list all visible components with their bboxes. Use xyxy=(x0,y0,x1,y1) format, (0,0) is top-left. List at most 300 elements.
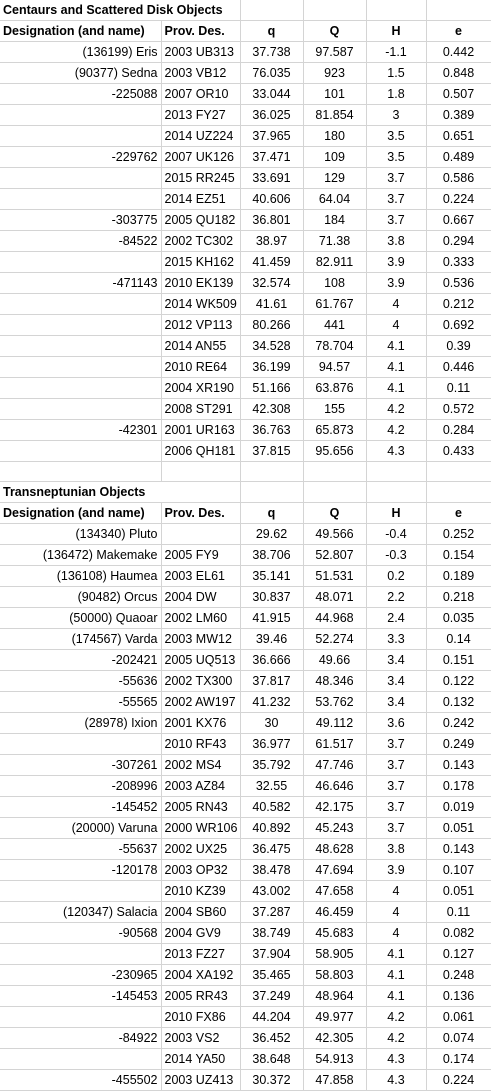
prov-des-cell[interactable]: 2013 FY27 xyxy=(161,105,240,126)
designation-cell[interactable] xyxy=(0,734,161,755)
big-q-cell[interactable]: 48.628 xyxy=(303,839,366,860)
h-cell[interactable]: 3.4 xyxy=(366,650,426,671)
big-q-cell[interactable]: 184 xyxy=(303,210,366,231)
big-q-cell[interactable]: 101 xyxy=(303,84,366,105)
prov-des-cell[interactable]: 2014 UZ224 xyxy=(161,126,240,147)
designation-cell[interactable] xyxy=(0,189,161,210)
h-cell[interactable]: 3.5 xyxy=(366,126,426,147)
e-cell[interactable]: 0.178 xyxy=(426,776,491,797)
e-cell[interactable]: 0.035 xyxy=(426,608,491,629)
e-cell[interactable]: 0.107 xyxy=(426,860,491,881)
prov-des-cell[interactable]: 2010 RE64 xyxy=(161,357,240,378)
e-cell[interactable]: 0.218 xyxy=(426,587,491,608)
big-q-cell[interactable]: 82.911 xyxy=(303,252,366,273)
big-q-cell[interactable]: 51.531 xyxy=(303,566,366,587)
h-cell[interactable]: 3.7 xyxy=(366,189,426,210)
big-q-cell[interactable]: 48.071 xyxy=(303,587,366,608)
q-cell[interactable]: 76.035 xyxy=(240,63,303,84)
designation-cell[interactable]: (136108) Haumea xyxy=(0,566,161,587)
designation-cell[interactable]: -55637 xyxy=(0,839,161,860)
designation-cell[interactable]: (28978) Ixion xyxy=(0,713,161,734)
e-cell[interactable]: 0.586 xyxy=(426,168,491,189)
e-cell[interactable]: 0.136 xyxy=(426,986,491,1007)
big-q-cell[interactable]: 45.683 xyxy=(303,923,366,944)
designation-cell[interactable] xyxy=(0,168,161,189)
prov-des-header[interactable]: Prov. Des. xyxy=(161,503,240,524)
prov-des-cell[interactable]: 2015 RR245 xyxy=(161,168,240,189)
big-q-cell[interactable]: 94.57 xyxy=(303,357,366,378)
e-cell[interactable]: 0.132 xyxy=(426,692,491,713)
empty-cell[interactable] xyxy=(426,0,491,21)
h-cell[interactable]: 4 xyxy=(366,294,426,315)
q-cell[interactable]: 51.166 xyxy=(240,378,303,399)
designation-cell[interactable]: (136472) Makemake xyxy=(0,545,161,566)
q-cell[interactable]: 37.965 xyxy=(240,126,303,147)
designation-cell[interactable]: -55565 xyxy=(0,692,161,713)
q-cell[interactable]: 35.792 xyxy=(240,755,303,776)
big-q-cell[interactable]: 108 xyxy=(303,273,366,294)
q-cell[interactable]: 41.459 xyxy=(240,252,303,273)
empty-cell[interactable] xyxy=(366,482,426,503)
h-cell[interactable]: 3.5 xyxy=(366,147,426,168)
e-cell[interactable]: 0.143 xyxy=(426,755,491,776)
q-cell[interactable]: 41.915 xyxy=(240,608,303,629)
big-q-cell[interactable]: 81.854 xyxy=(303,105,366,126)
empty-cell[interactable] xyxy=(161,462,240,482)
big-q-cell[interactable]: 441 xyxy=(303,315,366,336)
h-cell[interactable]: 3.7 xyxy=(366,755,426,776)
prov-des-cell[interactable]: 2004 SB60 xyxy=(161,902,240,923)
q-cell[interactable]: 32.55 xyxy=(240,776,303,797)
e-cell[interactable]: 0.051 xyxy=(426,818,491,839)
q-cell[interactable]: 37.904 xyxy=(240,944,303,965)
e-cell[interactable]: 0.433 xyxy=(426,441,491,462)
e-cell[interactable]: 0.127 xyxy=(426,944,491,965)
q-cell[interactable]: 39.46 xyxy=(240,629,303,650)
e-header[interactable]: e xyxy=(426,21,491,42)
prov-des-cell[interactable]: 2012 VP113 xyxy=(161,315,240,336)
q-header[interactable]: q xyxy=(240,503,303,524)
big-q-cell[interactable]: 64.04 xyxy=(303,189,366,210)
designation-cell[interactable]: (136199) Eris xyxy=(0,42,161,63)
q-cell[interactable]: 37.471 xyxy=(240,147,303,168)
big-q-cell[interactable]: 44.968 xyxy=(303,608,366,629)
e-cell[interactable]: 0.333 xyxy=(426,252,491,273)
prov-des-cell[interactable]: 2003 MW12 xyxy=(161,629,240,650)
prov-des-cell[interactable]: 2004 XA192 xyxy=(161,965,240,986)
e-cell[interactable]: 0.294 xyxy=(426,231,491,252)
prov-des-cell[interactable]: 2015 KH162 xyxy=(161,252,240,273)
designation-cell[interactable] xyxy=(0,294,161,315)
prov-des-cell[interactable]: 2006 QH181 xyxy=(161,441,240,462)
e-cell[interactable]: 0.284 xyxy=(426,420,491,441)
designation-cell[interactable]: -225088 xyxy=(0,84,161,105)
designation-cell[interactable] xyxy=(0,315,161,336)
h-cell[interactable]: 3.8 xyxy=(366,839,426,860)
e-cell[interactable]: 0.224 xyxy=(426,189,491,210)
prov-des-cell[interactable]: 2005 UQ513 xyxy=(161,650,240,671)
designation-cell[interactable]: -202421 xyxy=(0,650,161,671)
prov-des-cell[interactable]: 2010 KZ39 xyxy=(161,881,240,902)
big-q-cell[interactable]: 65.873 xyxy=(303,420,366,441)
q-cell[interactable]: 33.691 xyxy=(240,168,303,189)
e-cell[interactable]: 0.39 xyxy=(426,336,491,357)
q-cell[interactable]: 37.815 xyxy=(240,441,303,462)
big-q-cell[interactable]: 49.977 xyxy=(303,1007,366,1028)
prov-des-cell[interactable]: 2005 RR43 xyxy=(161,986,240,1007)
prov-des-cell[interactable]: 2003 AZ84 xyxy=(161,776,240,797)
designation-cell[interactable] xyxy=(0,441,161,462)
e-cell[interactable]: 0.224 xyxy=(426,1070,491,1091)
e-cell[interactable]: 0.122 xyxy=(426,671,491,692)
empty-cell[interactable] xyxy=(426,462,491,482)
q-cell[interactable]: 38.706 xyxy=(240,545,303,566)
h-header[interactable]: H xyxy=(366,21,426,42)
q-cell[interactable]: 42.308 xyxy=(240,399,303,420)
e-cell[interactable]: 0.174 xyxy=(426,1049,491,1070)
designation-cell[interactable]: -120178 xyxy=(0,860,161,881)
designation-cell[interactable]: -145453 xyxy=(0,986,161,1007)
q-cell[interactable]: 30.837 xyxy=(240,587,303,608)
h-cell[interactable]: 4.3 xyxy=(366,441,426,462)
h-cell[interactable]: 4.1 xyxy=(366,986,426,1007)
big-q-cell[interactable]: 48.346 xyxy=(303,671,366,692)
e-cell[interactable]: 0.154 xyxy=(426,545,491,566)
big-q-cell[interactable]: 49.112 xyxy=(303,713,366,734)
prov-des-cell[interactable]: 2004 DW xyxy=(161,587,240,608)
e-cell[interactable]: 0.572 xyxy=(426,399,491,420)
e-cell[interactable]: 0.446 xyxy=(426,357,491,378)
prov-des-cell[interactable]: 2000 WR106 xyxy=(161,818,240,839)
prov-des-cell[interactable]: 2004 GV9 xyxy=(161,923,240,944)
h-cell[interactable]: 3.7 xyxy=(366,818,426,839)
q-cell[interactable]: 30 xyxy=(240,713,303,734)
h-cell[interactable]: -0.3 xyxy=(366,545,426,566)
h-cell[interactable]: 3.3 xyxy=(366,629,426,650)
e-cell[interactable]: 0.212 xyxy=(426,294,491,315)
big-q-cell[interactable]: 923 xyxy=(303,63,366,84)
h-cell[interactable]: 4 xyxy=(366,902,426,923)
designation-cell[interactable] xyxy=(0,357,161,378)
q-header[interactable]: q xyxy=(240,21,303,42)
designation-cell[interactable] xyxy=(0,399,161,420)
big-q-cell[interactable]: 129 xyxy=(303,168,366,189)
e-cell[interactable]: 0.11 xyxy=(426,378,491,399)
prov-des-cell[interactable]: 2002 MS4 xyxy=(161,755,240,776)
designation-cell[interactable]: -307261 xyxy=(0,755,161,776)
prov-des-cell[interactable]: 2008 ST291 xyxy=(161,399,240,420)
empty-cell[interactable] xyxy=(426,482,491,503)
q-cell[interactable]: 37.817 xyxy=(240,671,303,692)
q-cell[interactable]: 33.044 xyxy=(240,84,303,105)
designation-cell[interactable]: -84922 xyxy=(0,1028,161,1049)
q-cell[interactable]: 38.478 xyxy=(240,860,303,881)
h-cell[interactable]: 3.4 xyxy=(366,671,426,692)
prov-des-cell[interactable]: 2001 UR163 xyxy=(161,420,240,441)
h-cell[interactable]: 4.1 xyxy=(366,965,426,986)
designation-cell[interactable] xyxy=(0,105,161,126)
h-cell[interactable]: 3.7 xyxy=(366,776,426,797)
designation-cell[interactable]: (20000) Varuna xyxy=(0,818,161,839)
e-cell[interactable]: 0.489 xyxy=(426,147,491,168)
e-cell[interactable]: 0.536 xyxy=(426,273,491,294)
big-q-cell[interactable]: 45.243 xyxy=(303,818,366,839)
q-cell[interactable]: 36.666 xyxy=(240,650,303,671)
designation-cell[interactable]: (90482) Orcus xyxy=(0,587,161,608)
big-q-cell[interactable]: 46.646 xyxy=(303,776,366,797)
h-cell[interactable]: -1.1 xyxy=(366,42,426,63)
h-cell[interactable]: 3.8 xyxy=(366,231,426,252)
section-title[interactable]: Transneptunian Objects xyxy=(0,482,240,503)
q-cell[interactable]: 37.287 xyxy=(240,902,303,923)
big-q-cell[interactable]: 61.767 xyxy=(303,294,366,315)
prov-des-cell[interactable]: 2007 UK126 xyxy=(161,147,240,168)
e-cell[interactable]: 0.074 xyxy=(426,1028,491,1049)
e-cell[interactable]: 0.11 xyxy=(426,902,491,923)
q-cell[interactable]: 43.002 xyxy=(240,881,303,902)
designation-cell[interactable] xyxy=(0,378,161,399)
prov-des-cell[interactable]: 2003 OP32 xyxy=(161,860,240,881)
designation-cell[interactable]: (174567) Varda xyxy=(0,629,161,650)
e-cell[interactable]: 0.019 xyxy=(426,797,491,818)
h-cell[interactable]: 3.9 xyxy=(366,860,426,881)
h-header[interactable]: H xyxy=(366,503,426,524)
e-cell[interactable]: 0.507 xyxy=(426,84,491,105)
h-cell[interactable]: 2.2 xyxy=(366,587,426,608)
q-cell[interactable]: 29.62 xyxy=(240,524,303,545)
designation-cell[interactable]: -455502 xyxy=(0,1070,161,1091)
prov-des-cell[interactable]: 2003 EL61 xyxy=(161,566,240,587)
e-cell[interactable]: 0.692 xyxy=(426,315,491,336)
prov-des-cell[interactable]: 2010 RF43 xyxy=(161,734,240,755)
empty-cell[interactable] xyxy=(303,0,366,21)
q-cell[interactable]: 30.372 xyxy=(240,1070,303,1091)
prov-des-header[interactable]: Prov. Des. xyxy=(161,21,240,42)
prov-des-cell[interactable]: 2014 WK509 xyxy=(161,294,240,315)
designation-header[interactable]: Designation (and name) xyxy=(0,21,161,42)
prov-des-cell[interactable]: 2002 AW197 xyxy=(161,692,240,713)
e-cell[interactable]: 0.848 xyxy=(426,63,491,84)
e-cell[interactable]: 0.061 xyxy=(426,1007,491,1028)
prov-des-cell[interactable]: 2002 TX300 xyxy=(161,671,240,692)
h-cell[interactable]: 4.3 xyxy=(366,1070,426,1091)
designation-cell[interactable]: (134340) Pluto xyxy=(0,524,161,545)
empty-cell[interactable] xyxy=(0,462,161,482)
e-cell[interactable]: 0.082 xyxy=(426,923,491,944)
h-cell[interactable]: 0.2 xyxy=(366,566,426,587)
q-cell[interactable]: 34.528 xyxy=(240,336,303,357)
h-cell[interactable]: 3 xyxy=(366,105,426,126)
prov-des-cell[interactable]: 2014 AN55 xyxy=(161,336,240,357)
designation-cell[interactable]: (50000) Quaoar xyxy=(0,608,161,629)
h-cell[interactable]: 4.1 xyxy=(366,336,426,357)
designation-cell[interactable]: -230965 xyxy=(0,965,161,986)
e-header[interactable]: e xyxy=(426,503,491,524)
e-cell[interactable]: 0.651 xyxy=(426,126,491,147)
empty-cell[interactable] xyxy=(366,462,426,482)
h-cell[interactable]: 3.7 xyxy=(366,734,426,755)
h-cell[interactable]: 4 xyxy=(366,923,426,944)
h-cell[interactable]: 3.7 xyxy=(366,168,426,189)
big-q-cell[interactable]: 109 xyxy=(303,147,366,168)
q-cell[interactable]: 80.266 xyxy=(240,315,303,336)
big-q-cell[interactable]: 47.746 xyxy=(303,755,366,776)
e-cell[interactable]: 0.151 xyxy=(426,650,491,671)
empty-cell[interactable] xyxy=(366,0,426,21)
q-cell[interactable]: 36.452 xyxy=(240,1028,303,1049)
prov-des-cell[interactable]: 2014 EZ51 xyxy=(161,189,240,210)
prov-des-cell[interactable]: 2003 UZ413 xyxy=(161,1070,240,1091)
prov-des-cell[interactable]: 2010 EK139 xyxy=(161,273,240,294)
big-q-cell[interactable]: 42.305 xyxy=(303,1028,366,1049)
q-cell[interactable]: 37.249 xyxy=(240,986,303,1007)
designation-cell[interactable]: -471143 xyxy=(0,273,161,294)
q-cell[interactable]: 44.204 xyxy=(240,1007,303,1028)
e-cell[interactable]: 0.143 xyxy=(426,839,491,860)
empty-cell[interactable] xyxy=(240,0,303,21)
prov-des-cell[interactable]: 2014 YA50 xyxy=(161,1049,240,1070)
prov-des-cell[interactable]: 2002 LM60 xyxy=(161,608,240,629)
e-cell[interactable]: 0.442 xyxy=(426,42,491,63)
q-cell[interactable]: 36.763 xyxy=(240,420,303,441)
e-cell[interactable]: 0.189 xyxy=(426,566,491,587)
designation-cell[interactable] xyxy=(0,126,161,147)
big-q-cell[interactable]: 52.274 xyxy=(303,629,366,650)
big-q-cell[interactable]: 49.66 xyxy=(303,650,366,671)
big-q-cell[interactable]: 63.876 xyxy=(303,378,366,399)
big-q-cell[interactable]: 47.694 xyxy=(303,860,366,881)
designation-cell[interactable]: -303775 xyxy=(0,210,161,231)
big-q-cell[interactable]: 95.656 xyxy=(303,441,366,462)
section-title[interactable]: Centaurs and Scattered Disk Objects xyxy=(0,0,240,21)
big-q-cell[interactable]: 49.566 xyxy=(303,524,366,545)
e-cell[interactable]: 0.389 xyxy=(426,105,491,126)
e-cell[interactable]: 0.252 xyxy=(426,524,491,545)
prov-des-cell[interactable]: 2007 OR10 xyxy=(161,84,240,105)
h-cell[interactable]: 4.2 xyxy=(366,1028,426,1049)
prov-des-cell[interactable]: 2002 TC302 xyxy=(161,231,240,252)
h-cell[interactable]: 2.4 xyxy=(366,608,426,629)
h-cell[interactable]: 4.3 xyxy=(366,1049,426,1070)
designation-cell[interactable] xyxy=(0,881,161,902)
designation-cell[interactable]: (120347) Salacia xyxy=(0,902,161,923)
designation-cell[interactable]: -90568 xyxy=(0,923,161,944)
prov-des-cell[interactable]: 2005 RN43 xyxy=(161,797,240,818)
h-cell[interactable]: 3.9 xyxy=(366,252,426,273)
big-q-cell[interactable]: 52.807 xyxy=(303,545,366,566)
h-cell[interactable]: 4 xyxy=(366,315,426,336)
e-cell[interactable]: 0.249 xyxy=(426,734,491,755)
h-cell[interactable]: 3.6 xyxy=(366,713,426,734)
q-cell[interactable]: 38.648 xyxy=(240,1049,303,1070)
designation-cell[interactable]: -84522 xyxy=(0,231,161,252)
empty-cell[interactable] xyxy=(303,482,366,503)
e-cell[interactable]: 0.14 xyxy=(426,629,491,650)
h-cell[interactable]: 4.2 xyxy=(366,1007,426,1028)
empty-cell[interactable] xyxy=(240,482,303,503)
q-cell[interactable]: 36.801 xyxy=(240,210,303,231)
prov-des-cell[interactable]: 2013 FZ27 xyxy=(161,944,240,965)
designation-cell[interactable]: -55636 xyxy=(0,671,161,692)
designation-cell[interactable]: -229762 xyxy=(0,147,161,168)
empty-cell[interactable] xyxy=(240,462,303,482)
h-cell[interactable]: 1.8 xyxy=(366,84,426,105)
big-q-cell[interactable]: 71.38 xyxy=(303,231,366,252)
q-cell[interactable]: 40.582 xyxy=(240,797,303,818)
e-cell[interactable]: 0.051 xyxy=(426,881,491,902)
prov-des-cell[interactable] xyxy=(161,524,240,545)
h-cell[interactable]: 4.2 xyxy=(366,420,426,441)
q-cell[interactable]: 40.892 xyxy=(240,818,303,839)
big-q-cell[interactable]: 47.858 xyxy=(303,1070,366,1091)
designation-cell[interactable]: -145452 xyxy=(0,797,161,818)
big-q-cell[interactable]: 180 xyxy=(303,126,366,147)
prov-des-cell[interactable]: 2003 VB12 xyxy=(161,63,240,84)
prov-des-cell[interactable]: 2002 UX25 xyxy=(161,839,240,860)
prov-des-cell[interactable]: 2001 KX76 xyxy=(161,713,240,734)
q-cell[interactable]: 36.475 xyxy=(240,839,303,860)
h-cell[interactable]: 3.9 xyxy=(366,273,426,294)
designation-cell[interactable] xyxy=(0,1049,161,1070)
prov-des-cell[interactable]: 2004 XR190 xyxy=(161,378,240,399)
designation-cell[interactable]: (90377) Sedna xyxy=(0,63,161,84)
q-cell[interactable]: 35.465 xyxy=(240,965,303,986)
h-cell[interactable]: 4.1 xyxy=(366,378,426,399)
q-cell[interactable]: 37.738 xyxy=(240,42,303,63)
h-cell[interactable]: 4.1 xyxy=(366,944,426,965)
q-cell[interactable]: 36.025 xyxy=(240,105,303,126)
designation-cell[interactable]: -42301 xyxy=(0,420,161,441)
big-q-cell[interactable]: 48.964 xyxy=(303,986,366,1007)
designation-cell[interactable] xyxy=(0,252,161,273)
designation-cell[interactable]: -208996 xyxy=(0,776,161,797)
e-cell[interactable]: 0.667 xyxy=(426,210,491,231)
prov-des-cell[interactable]: 2005 QU182 xyxy=(161,210,240,231)
designation-cell[interactable] xyxy=(0,336,161,357)
big-q-cell[interactable]: 58.803 xyxy=(303,965,366,986)
h-cell[interactable]: 3.4 xyxy=(366,692,426,713)
prov-des-cell[interactable]: 2003 VS2 xyxy=(161,1028,240,1049)
h-cell[interactable]: 4.2 xyxy=(366,399,426,420)
empty-cell[interactable] xyxy=(303,462,366,482)
prov-des-cell[interactable]: 2003 UB313 xyxy=(161,42,240,63)
q-cell[interactable]: 36.199 xyxy=(240,357,303,378)
designation-header[interactable]: Designation (and name) xyxy=(0,503,161,524)
q-cell[interactable]: 36.977 xyxy=(240,734,303,755)
prov-des-cell[interactable]: 2005 FY9 xyxy=(161,545,240,566)
designation-cell[interactable] xyxy=(0,1007,161,1028)
h-cell[interactable]: 3.7 xyxy=(366,797,426,818)
q-cell[interactable]: 41.232 xyxy=(240,692,303,713)
q-cell[interactable]: 38.97 xyxy=(240,231,303,252)
q-cell[interactable]: 38.749 xyxy=(240,923,303,944)
big-q-cell[interactable]: 97.587 xyxy=(303,42,366,63)
big-q-cell[interactable]: 42.175 xyxy=(303,797,366,818)
h-cell[interactable]: -0.4 xyxy=(366,524,426,545)
h-cell[interactable]: 4.1 xyxy=(366,357,426,378)
big-q-cell[interactable]: 58.905 xyxy=(303,944,366,965)
e-cell[interactable]: 0.248 xyxy=(426,965,491,986)
big-q-cell[interactable]: 54.913 xyxy=(303,1049,366,1070)
h-cell[interactable]: 3.7 xyxy=(366,210,426,231)
big-q-cell[interactable]: 78.704 xyxy=(303,336,366,357)
big-q-cell[interactable]: 46.459 xyxy=(303,902,366,923)
q-cell[interactable]: 35.141 xyxy=(240,566,303,587)
big-q-header[interactable]: Q xyxy=(303,503,366,524)
h-cell[interactable]: 1.5 xyxy=(366,63,426,84)
designation-cell[interactable] xyxy=(0,944,161,965)
big-q-cell[interactable]: 155 xyxy=(303,399,366,420)
